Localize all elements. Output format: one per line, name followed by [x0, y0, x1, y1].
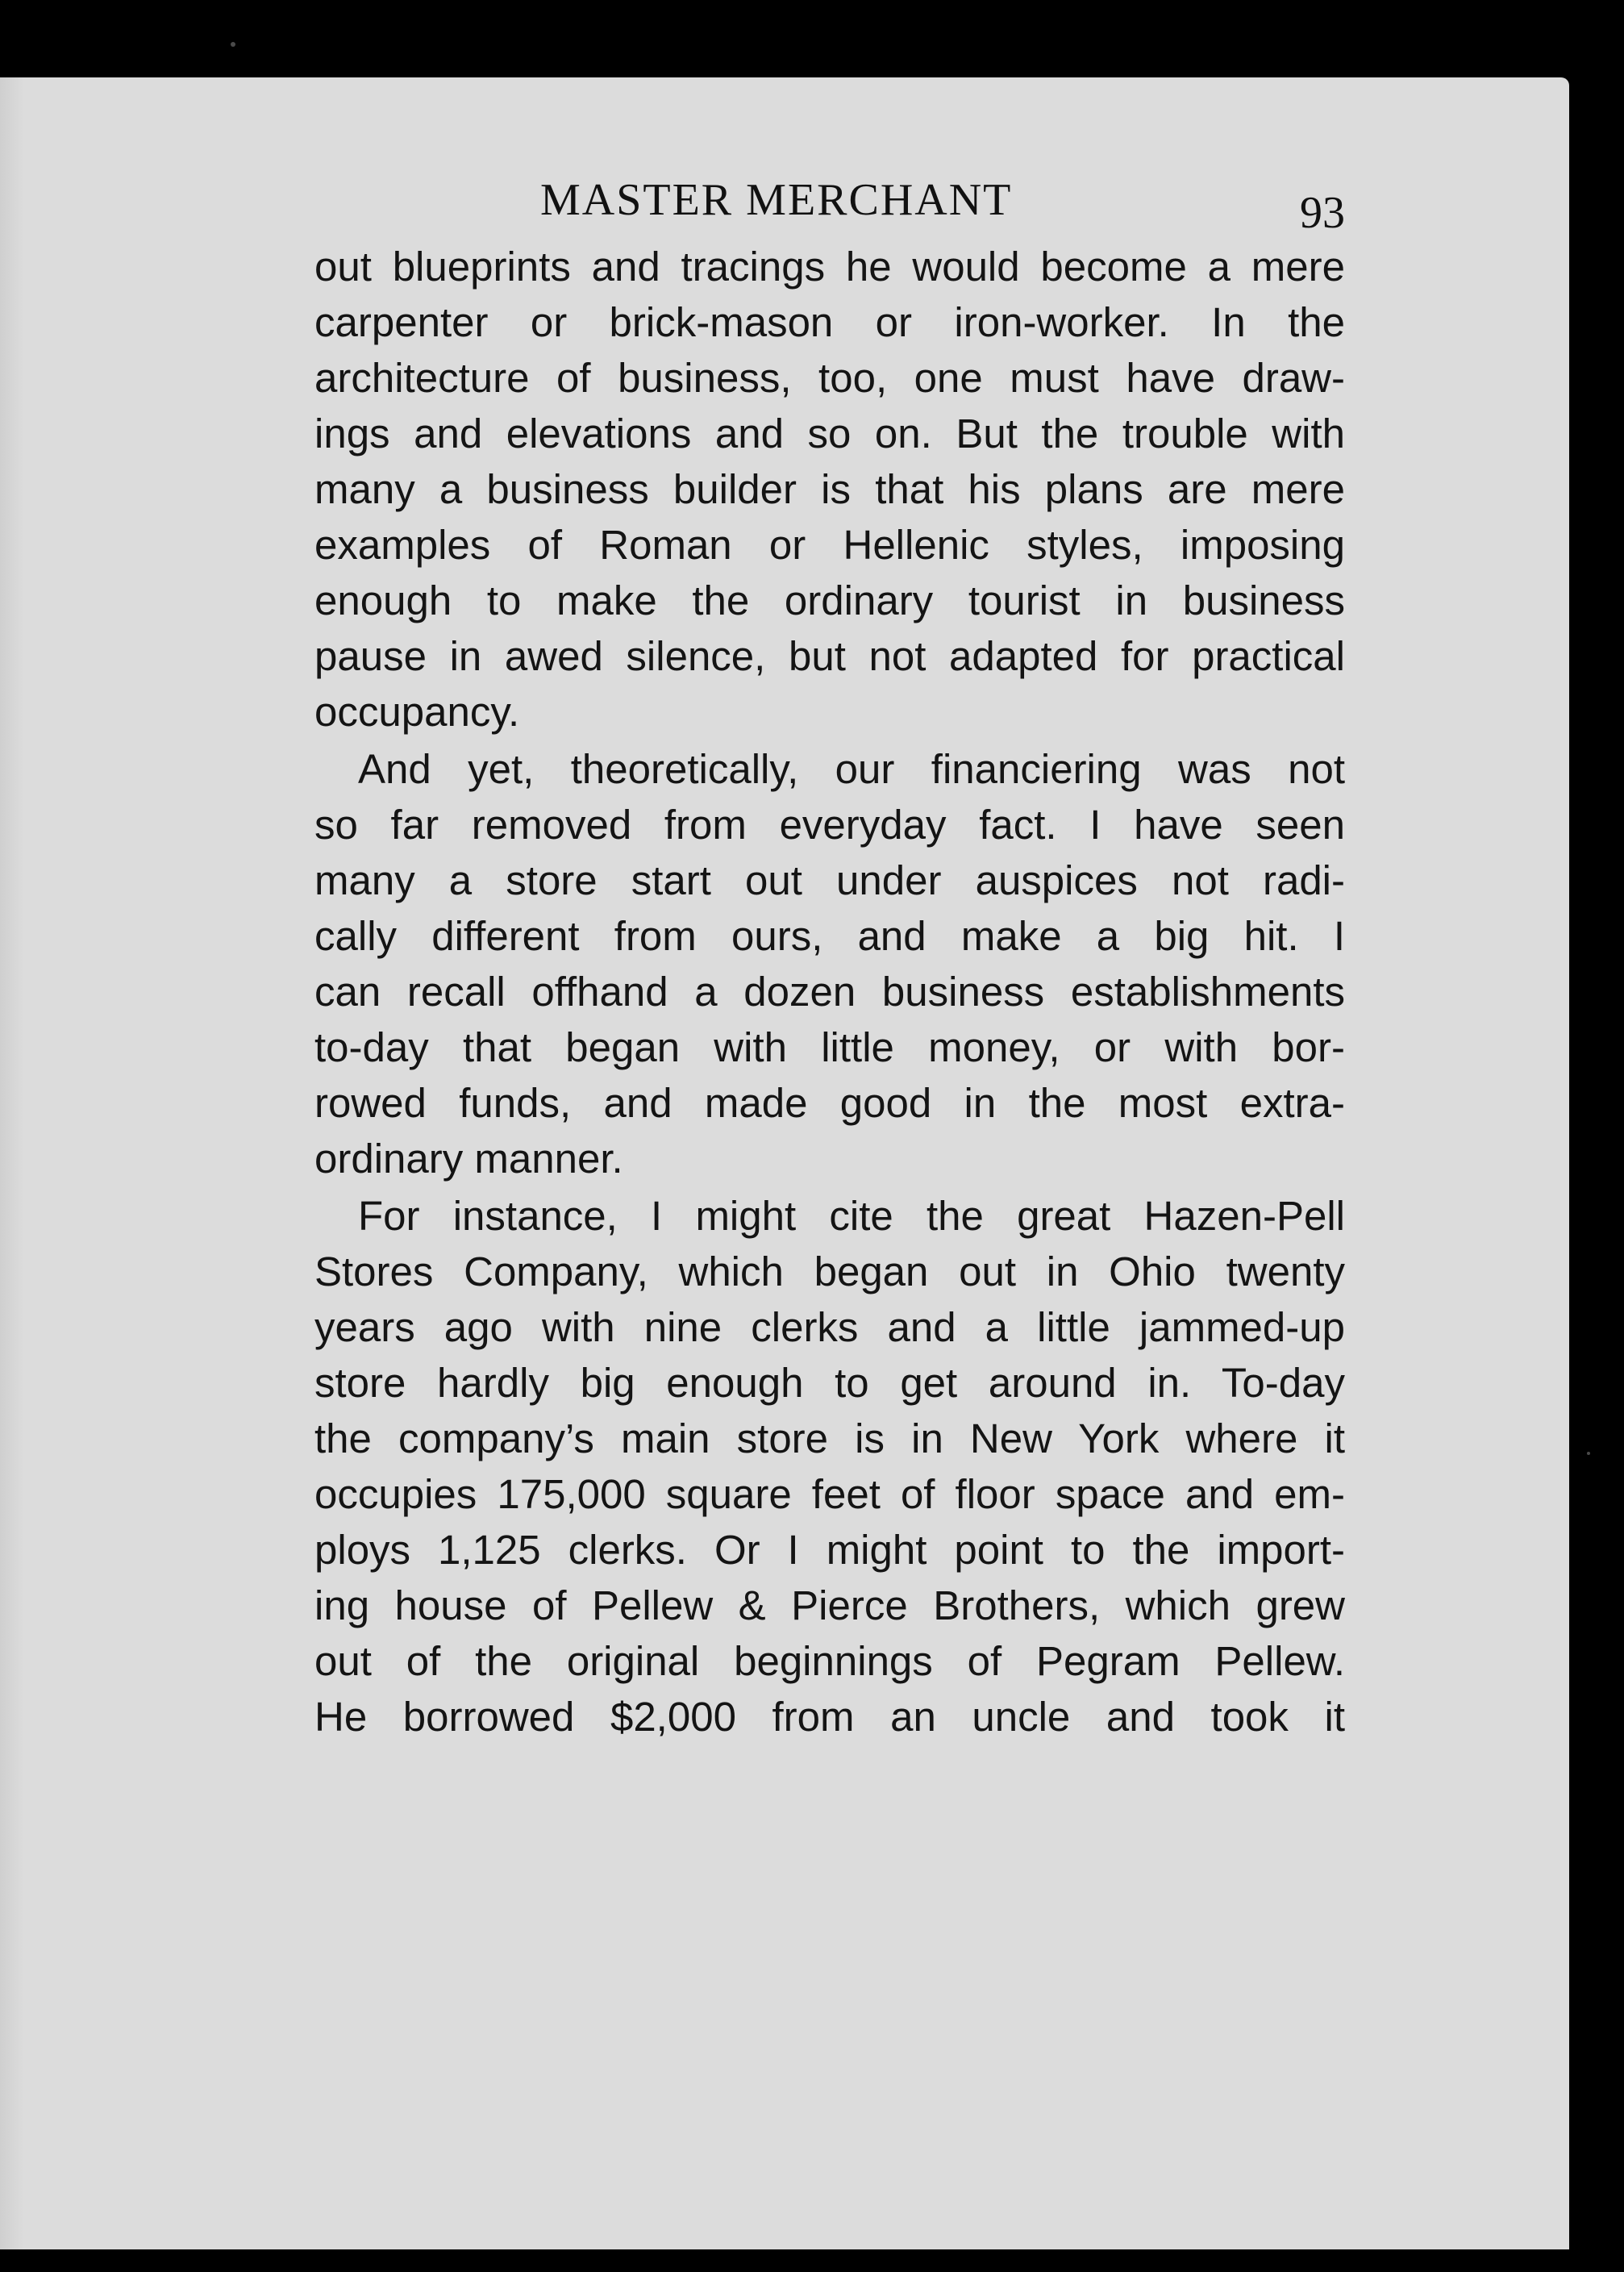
page-header: [313, 174, 1345, 239]
text-line: architecture of business, too, one must have draw-: [314, 355, 1345, 401]
text-line: And yet, theoretically, our financiering was not: [358, 746, 1345, 792]
text-line: He borrowed $2,000 from an uncle and took it: [314, 1694, 1345, 1740]
body-text: [314, 239, 1345, 1745]
text-line: ing house of Pellew & Pierce Brothers, which grew: [314, 1582, 1345, 1628]
text-line: examples of Roman or Hellenic styles, imposing: [314, 522, 1345, 568]
text-line: occupancy.: [314, 689, 520, 735]
text-line: carpenter or brick-mason or iron-worker. In the: [314, 299, 1345, 345]
text-line: can recall offhand a dozen business establishments: [314, 969, 1345, 1015]
text-line: out of the original beginnings of Pegram Pellew.: [314, 1638, 1345, 1684]
text-line: to-day that began with little money, or with bor-: [314, 1024, 1345, 1070]
text-line: cally different from ours, and make a big hit. I: [314, 913, 1345, 959]
paragraph: [314, 1188, 1345, 1745]
paragraph: [314, 239, 1345, 740]
scan-speck: [1587, 1452, 1590, 1455]
running-title: MASTER MERCHANT: [540, 175, 1013, 225]
text-line: many a store start out under auspices not radi-: [314, 857, 1345, 903]
text-line: occupies 175,000 square feet of floor space and em-: [314, 1471, 1345, 1517]
text-line: years ago with nine clerks and a little jammed-up: [314, 1304, 1345, 1350]
text-line: pause in awed silence, but not adapted for practical: [314, 633, 1345, 679]
text-line: Stores Company, which began out in Ohio twenty: [314, 1249, 1345, 1294]
text-line: ordinary manner.: [314, 1136, 623, 1182]
text-line: rowed funds, and made good in the most extra-: [314, 1080, 1345, 1126]
page-number: 93: [1300, 188, 1345, 238]
text-line: store hardly big enough to get around in. To-day: [314, 1360, 1345, 1406]
scan-speck: [231, 42, 235, 47]
text-line: For instance, I might cite the great Hazen-Pell: [358, 1193, 1345, 1239]
text-line: so far removed from everyday fact. I have seen: [314, 802, 1345, 848]
paragraph: [314, 741, 1345, 1186]
text-line: enough to make the ordinary tourist in business: [314, 577, 1345, 623]
text-line: ings and elevations and so on. But the trouble with: [314, 411, 1345, 456]
text-line: ploys 1,125 clerks. Or I might point to the import-: [314, 1527, 1345, 1573]
text-line: many a business builder is that his plans are mere: [314, 466, 1345, 512]
gutter-shadow: [0, 77, 24, 2249]
text-line: the company’s main store is in New York where it: [314, 1415, 1345, 1461]
text-line: out blueprints and tracings he would become a mere: [314, 244, 1345, 290]
